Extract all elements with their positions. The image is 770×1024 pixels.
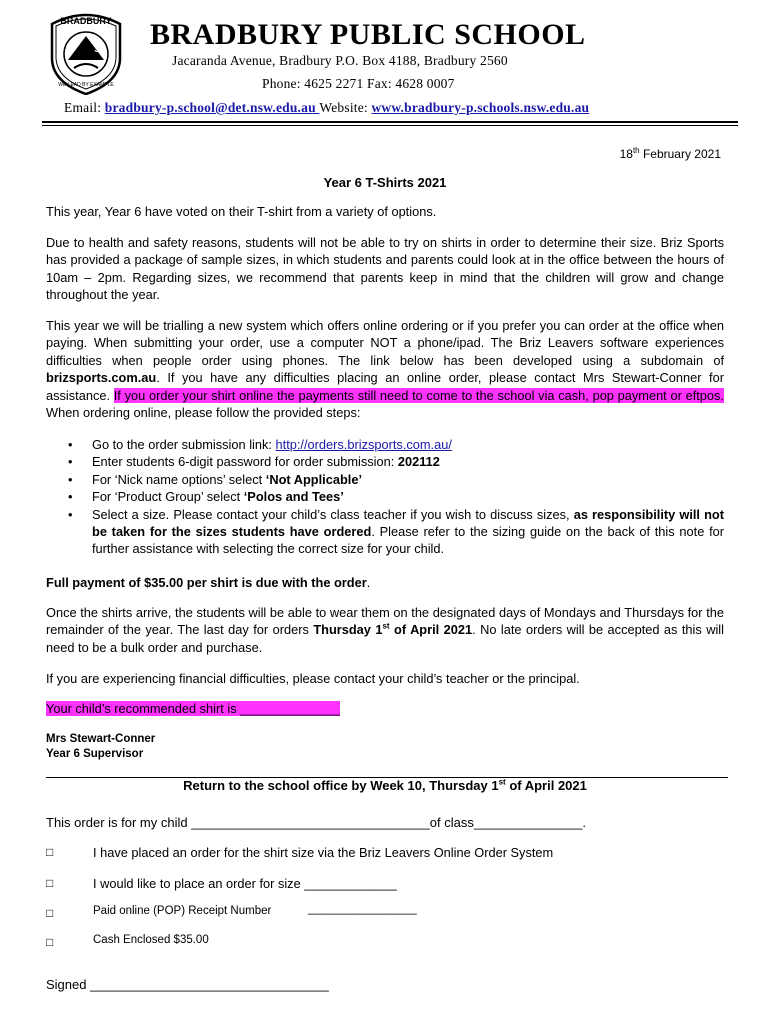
signature-field[interactable]: Signed _________________________________ bbox=[46, 977, 329, 992]
school-logo bbox=[46, 10, 126, 95]
header-divider-thin bbox=[42, 125, 738, 126]
checkbox-place-order[interactable]: □ bbox=[46, 876, 54, 890]
website-link[interactable]: www.bradbury-p.schools.nsw.edu.au bbox=[371, 100, 590, 115]
payment-highlight: If you order your shirt online the payments still need to come to the school via cash, pop payment or eftpos. bbox=[113, 387, 724, 403]
paragraph-delivery: Once the shirts arrive, the students will be able to wear them on the designated days of Mondays and Thursdays for the remainder of the year. The last day for orders Thursday 1st of April 2021. No late orders will be accepted as this will need to be a bulk order and purchase. bbox=[46, 605, 724, 655]
header-divider bbox=[42, 121, 738, 123]
order-steps-list bbox=[46, 436, 724, 558]
logo-text: BRADBURY bbox=[60, 16, 112, 26]
checkbox-cash[interactable]: □ bbox=[46, 935, 54, 949]
list-item: • For ‘Nick name options’ select ‘Not Applicable’ bbox=[46, 471, 724, 488]
signer-name: Mrs Stewart-Conner bbox=[46, 733, 156, 745]
paragraph-intro: This year, Year 6 have voted on their T-shirt from a variety of options. bbox=[46, 204, 437, 219]
logo-letter-p: P bbox=[70, 43, 78, 55]
checkbox-online-order[interactable]: □ bbox=[46, 845, 54, 859]
letter-title: Year 6 T-Shirts 2021 bbox=[323, 175, 447, 190]
logo-motto: WE LEAD BY EXAMPLE bbox=[58, 82, 114, 88]
recommended-size: Your child’s recommended shirt is ______________ bbox=[46, 701, 340, 716]
signature-block bbox=[46, 732, 155, 762]
list-item: • Enter students 6-digit password for order submission: 202112 bbox=[46, 453, 724, 470]
school-phone: Phone: 4625 2271 Fax: 4628 0007 bbox=[262, 76, 455, 91]
paragraph-health-safety: Due to health and safety reasons, students will not be able to try on shirts in order to determine their size. Briz Sports has provided a package of sample sizes, in which students and parents could look at in the office between the hours of 10am – 2pm. Regarding sizes, we recommend that parents keep in mind that the children will grow and change throughout the year. bbox=[46, 235, 724, 303]
school-name: BRADBURY PUBLIC SCHOOL bbox=[150, 18, 586, 51]
paragraph-financial: If you are experiencing financial difficulties, please contact your child’s teacher or the principal. bbox=[46, 671, 580, 686]
letter-date: 18th February 2021 bbox=[619, 146, 721, 161]
paragraph-online-ordering: This year we will be trialling a new system which offers online ordering or if you prefer you can order at the office when paying. When submitting your order, use a computer NOT a phone/ipad. The Briz Leavers software experiences difficulties when people order using phones. The link below has been developed using a subdomain of brizsports.com.au. If you have any difficulties placing an online order, please contact Mrs Stewart-Conner for assistance. If you order your shirt online the payments still need to come to the school via cash, pop payment or eftpos. When ordering online, please follow the provided steps: bbox=[46, 318, 724, 421]
option-online-order: I have placed an order for the shirt size via the Briz Leavers Online Order System bbox=[93, 845, 554, 860]
contact-line bbox=[64, 100, 589, 116]
receipt-number-field[interactable]: _________________ bbox=[308, 903, 417, 915]
school-address: Jacaranda Avenue, Bradbury P.O. Box 4188, Bradbury 2560 bbox=[172, 53, 508, 68]
option-place-order[interactable]: I would like to place an order for size _____________ bbox=[93, 876, 397, 891]
list-item: • Go to the order submission link: http://orders.brizsports.com.au/ bbox=[46, 436, 724, 453]
email-link[interactable]: bradbury-p.school@det.nsw.edu.au bbox=[104, 100, 320, 115]
signer-role: Year 6 Supervisor bbox=[46, 748, 144, 760]
checkbox-paid-online[interactable]: □ bbox=[46, 906, 54, 920]
list-item: • For ‘Product Group’ select ‘Polos and Tees’ bbox=[46, 488, 724, 505]
logo-letter-s: S bbox=[94, 43, 102, 55]
order-link[interactable]: http://orders.brizsports.com.au/ bbox=[275, 437, 452, 452]
option-cash: Cash Enclosed $35.00 bbox=[93, 934, 209, 946]
option-paid-online: Paid online (POP) Receipt Number bbox=[93, 905, 272, 917]
payment-note: Full payment of $35.00 per shirt is due with the order. bbox=[46, 575, 371, 590]
return-slip-title: Return to the school office by Week 10, Thursday 1st of April 2021 bbox=[183, 777, 587, 793]
list-item: • Select a size. Please contact your child’s class teacher if you wish to discuss sizes, as responsibility will not be taken for the sizes students have ordered. Please refer to the sizing guide on the back of this note for further assistance with selecting the correct size for your child. bbox=[46, 506, 724, 558]
child-class-field[interactable]: This order is for my child _________________________________of class_______________. bbox=[46, 815, 586, 830]
website-label: Website: bbox=[319, 100, 372, 115]
email-label: Email: bbox=[64, 100, 105, 115]
